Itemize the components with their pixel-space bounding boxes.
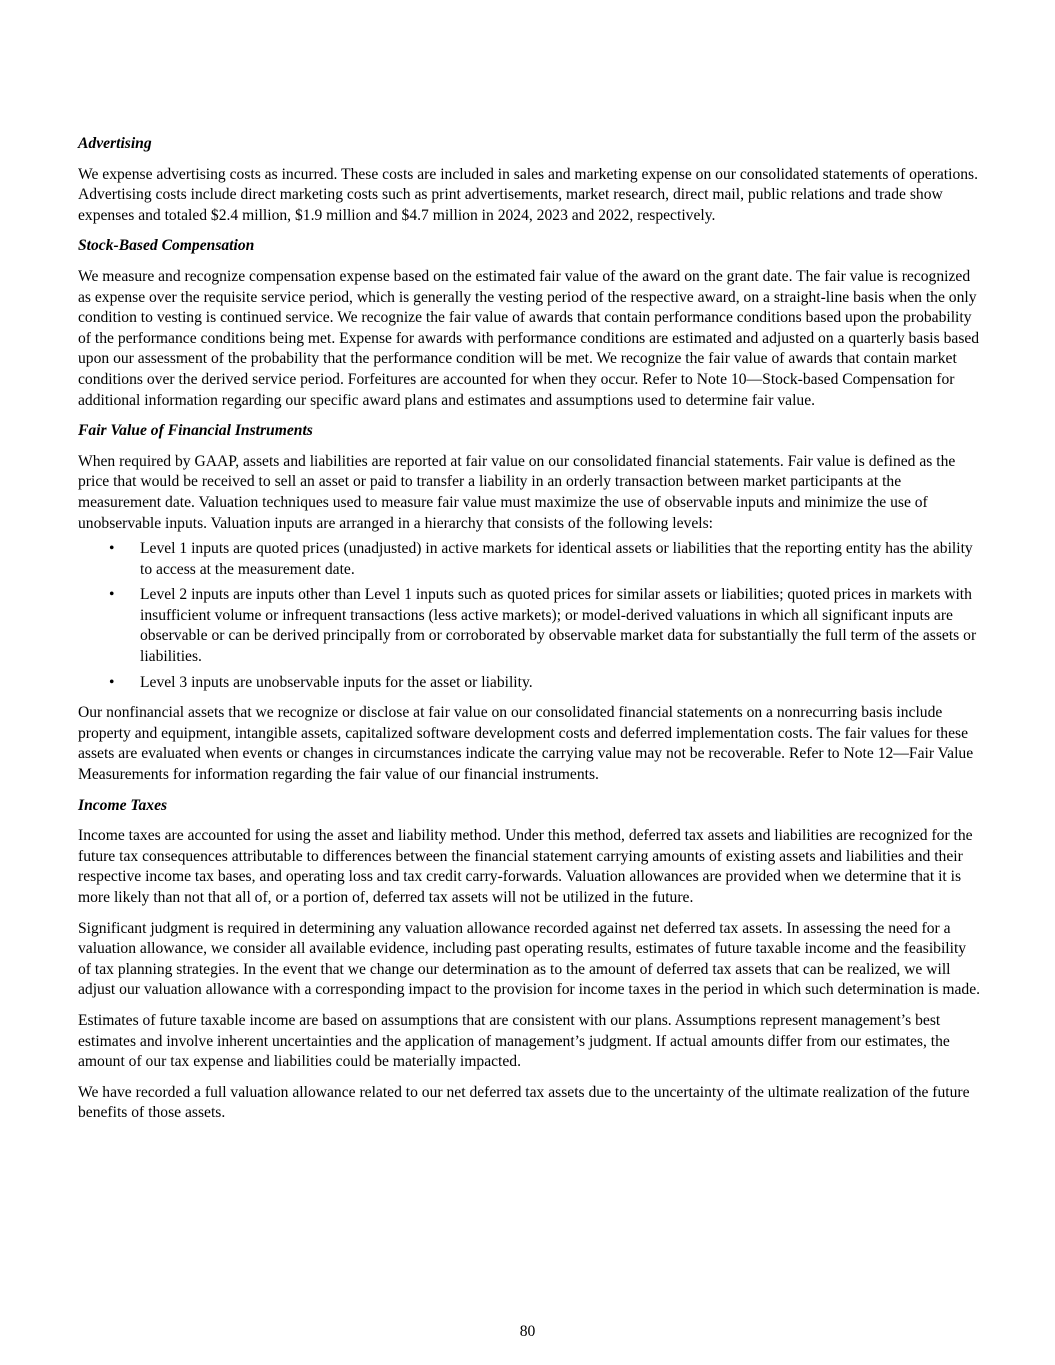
paragraph: We measure and recognize compensation expense based on the estimated fair value of the award on the grant date. The fair value is recognized as expense over the requisite service period, which is generally the vesting period of the respective award, on a straight-line basis when the only condition to vesting is continued service. We recognize the fair value of awards that contain performance conditions based upon the probability of the performance conditions being met. Expense for awards with performance conditions are estimated and adjusted on a quarterly basis based upon our assessment of the probability that the performance condition will be met. We recognize the fair value of awards that contain market conditions over the derived service period. Forfeitures are accounted for when they occur. Refer to Note 10—Stock-based Compensation for additional information regarding our specific award plans and estimates and assumptions used to determine fair value. — [78, 267, 980, 409]
section-heading: Income Taxes — [78, 796, 168, 814]
bullet-icon: • — [109, 673, 115, 691]
list-item — [78, 673, 982, 694]
paragraph: Our nonfinancial assets that we recognize or disclose at fair value on our consolidated financial statements on a nonrecurring basis include property and equipment, intangible assets, capitalized software development costs and deferred implementation costs. The fair values for these assets are evaluated when events or changes in circumstances indicate the carrying value may not be recoverable. Refer to Note 12—Fair Value Measurements for information regarding the fair value of our financial instruments. — [78, 704, 974, 784]
section-advertising — [78, 134, 982, 226]
section-heading: Fair Value of Financial Instruments — [78, 422, 313, 440]
section-heading: Advertising — [78, 135, 152, 152]
paragraph: We expense advertising costs as incurred. These costs are included in sales and marketing expense on our consolidated statements of operations. Advertising costs include direct marketing costs such as print advertisements, market research, direct mail, public relations and trade show expenses and totaled $2.4 million, $1.9 million and $4.7 million in 2024, 2023 and 2022, respectively. — [78, 165, 979, 224]
bullet-icon: • — [109, 586, 115, 604]
fair-value-levels-list — [78, 539, 982, 693]
section-stock-based-compensation — [78, 236, 982, 411]
list-item — [78, 585, 982, 667]
page-number: 80 — [519, 1323, 536, 1340]
section-heading: Stock-Based Compensation — [78, 237, 255, 255]
list-item-text: Level 3 inputs are unobservable inputs for the asset or liability. — [140, 673, 533, 691]
paragraph: Significant judgment is required in determining any valuation allowance recorded against net deferred tax assets. In assessing the need for a valuation allowance, we consider all available evidence, including past operating results, estimates of future taxable income and the feasibility of tax planning strategies. In the event that we change our determination as to the amount of deferred tax assets that can be realized, we will adjust our valuation allowance with a corresponding impact to the provision for income taxes in the period in which such determination is made. — [78, 919, 981, 999]
bullet-icon: • — [109, 540, 115, 558]
list-item — [78, 539, 982, 580]
section-income-taxes — [78, 796, 982, 1124]
list-item-text: Level 1 inputs are quoted prices (unadjusted) in active markets for identical assets or liabilities that the reporting entity has the ability to access at the measurement date. — [140, 540, 973, 578]
paragraph: We have recorded a full valuation allowance related to our net deferred tax assets due to the uncertainty of the ultimate realization of the future benefits of those assets. — [78, 1083, 970, 1122]
document-body — [78, 134, 982, 1134]
paragraph: Estimates of future taxable income are based on assumptions that are consistent with our plans. Assumptions represent management’s best estimates and involve inherent uncertainties and the application of management’s judgment. If actual amounts differ from our estimates, the amount of our tax expense and liabilities could be materially impacted. — [78, 1011, 950, 1071]
paragraph: Income taxes are accounted for using the asset and liability method. Under this method, deferred tax assets and liabilities are recognized for the future tax consequences attributable to differences between the financial statement carrying amounts of existing assets and liabilities and their respective income tax bases, and operating loss and tax credit carry-forwards. Valuation allowances are provided when we determine that it is more likely than not that all of, or a portion of, deferred tax assets will not be utilized in the future. — [78, 827, 973, 906]
paragraph: When required by GAAP, assets and liabilities are reported at fair value on our consolidated financial statements. Fair value is defined as the price that would be received to sell an asset or paid to transfer a liability in an orderly transaction between market participants at the measurement date. Valuation techniques used to measure fair value must maximize the use of observable inputs and minimize the use of unobservable inputs. Valuation inputs are arranged in a hierarchy that consists of the following levels: — [78, 452, 956, 532]
section-fair-value — [78, 421, 982, 786]
list-item-text: Level 2 inputs are inputs other than Level 1 inputs such as quoted prices for similar assets or liabilities; quoted prices in markets with insufficient volume or infrequent transactions (less active markets); or model-derived valuations in which all significant inputs are observable or can be derived principally from or corroborated by observable market data for substantially the full term of the assets or liabilities. — [140, 586, 977, 666]
